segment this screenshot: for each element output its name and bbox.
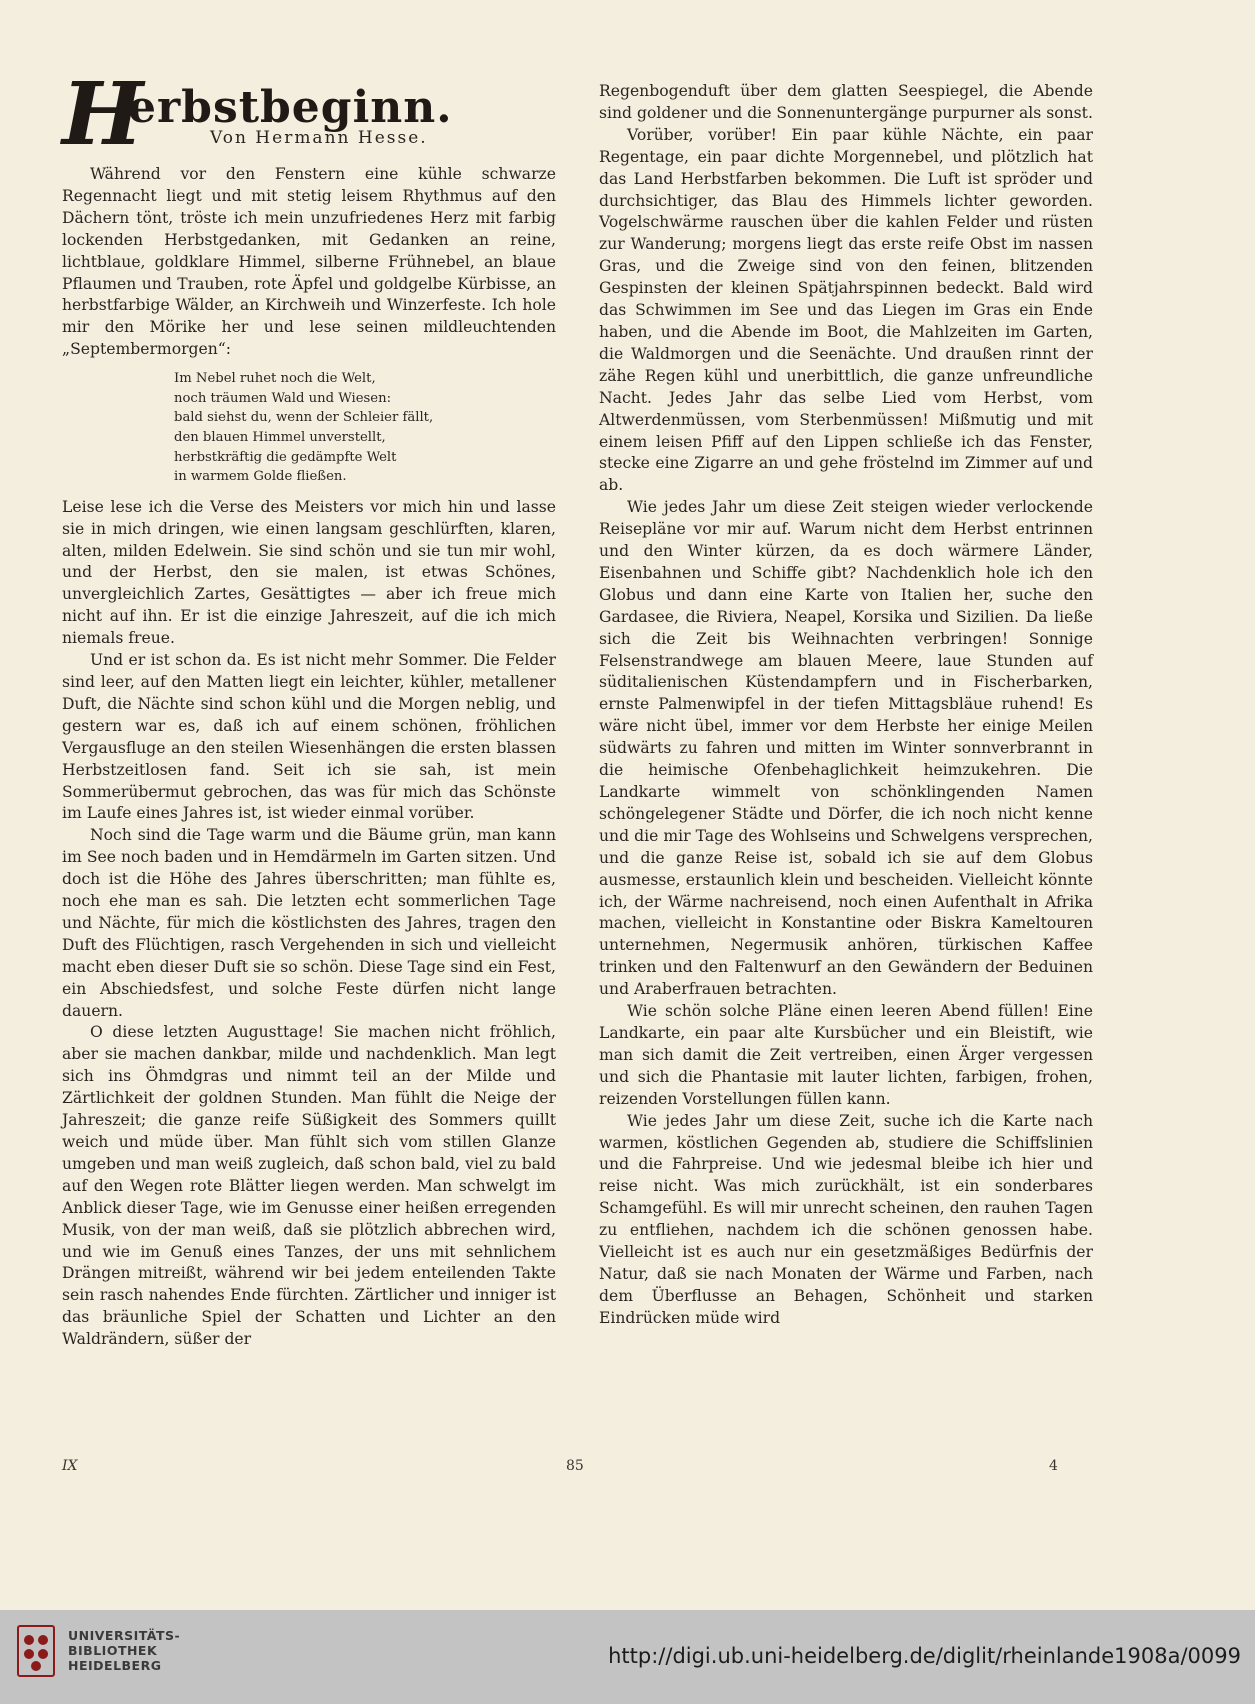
paragraph: O diese letzten Augusttage! Sie machen nicht fröhlich, aber sie machen dankbar, milde und nachdenklich. Man legt sich ins Öhmdgras und nimmt teil an der Milde und Zärtlichkeit der goldnen Stunden. Man fühlt die Neige der Jahreszeit; die ganze reife Süßigkeit des Sommers quillt weich und müde über. Man fühlt sich vom stillen Glanze umgeben und man weiß zugleich, daß schon bald, viel zu bald auf den Wegen rote Blätter liegen werden. Man schwelgt im Anblick dieser Tage, wie im Genusse einer heißen erregenden Musik, von der man weiß, daß sie plötzlich abbrechen wird, und wie im Genuß eines Tanzes, der uns mit sehnlichem Drängen mitreißt, während wir bei jedem enteilenden Takte sein rasch nahendes Ende fürchten. Zärtlicher und inniger ist das bräunliche Spiel der Schatten und Lichter an den Waldrändern, süßer der bbox=[62, 1023, 556, 1349]
paragraph: Wie jedes Jahr um diese Zeit steigen wieder verlockende Reisepläne vor mir auf. Warum nicht dem Herbst entrinnen und den Winter kürzen, da es doch wärmere Länder, Eisenbahnen und Schiffe gibt? Nachdenklich hole ich den Globus und dann eine Karte von Italien her, suche den Gardasee, die Riviera, Neapel, Korsika und Sizilien. Da ließe sich die Zeit bis Weihnachten verbringen! Sonnige Felsenstrandwege am blauen Meere, laue Stunden auf süditalienischen Küstendampfern und in Fischerbarken, ernste Palmenwipfel in der tiefen Mittagsbläue ruhend! Es wäre nicht übel, immer vor dem Herbste her einige Meilen südwärts zu fahren und mitten im Winter sonnverbrannt in die heimische Ofenbehaglichkeit heimzukehren. Die Landkarte wimmelt von schönklingenden Namen schöngelegener Städte und Dörfer, die ich noch nicht kenne und die mir Tage des Wohlseins und Schwelgens versprechen, und die ganze Reise ist, sobald ich sie auf dem Globus ausmesse, erstaunlich klein und bescheiden. Vielleicht könnte ich, der Wärme nachreisend, noch einen Aufenthalt in Afrika machen, vielleicht in Konstantine oder Biskra Kameltouren unternehmen, Negermusik anhören, türkischen Kaffee trinken und den Faltenwurf an den Gewändern der Beduinen und Araberfrauen betrachten. bbox=[599, 498, 1093, 999]
source-url-link[interactable]: http://digi.ub.uni-heidelberg.de/diglit/rheinlande1908a/0099 bbox=[608, 1644, 1241, 1668]
library-name-line: BIBLIOTHEK bbox=[68, 1643, 158, 1658]
poem-line: herbstkräftig die gedämpfte Welt bbox=[174, 449, 397, 465]
paragraph: Und er ist schon da. Es ist nicht mehr Sommer. Die Felder sind leer, auf den Matten liegt ein leichter, kühler, metallener Duft, die Nächte sind schon kühl und die Morgen neblig, und gestern war es, daß ich auf einem schönen, fröhlichen Vergausfluge an den steilen Wiesenhängen die ersten blassen Herbstzeitlosen fand. Seit ich sie sah, ist mein Sommerübermut gebrochen, das was für mich das Schönste im Laufe eines Jahres ist, ist wieder einmal vorüber. bbox=[62, 651, 556, 823]
paragraph: Noch sind die Tage warm und die Bäume grün, man kann im See noch baden und in Hemdärmeln im Garten sitzen. Und doch ist die Höhe des Jahres überschritten; man fühlte es, noch ehe man es sah. Die letzten echt sommerlichen Tage und Nächte, für mich die köstlichsten des Jahres, tragen den Duft des Flüchtigen, rasch Vergehenden in sich und vielleicht macht eben dieser Duft sie so schön. Diese Tage sind ein Fest, ein Abschiedsfest, und solche Feste dürfen nicht lange dauern. bbox=[62, 826, 556, 1020]
right-column bbox=[599, 81, 1093, 1330]
digitization-banner bbox=[0, 1610, 1255, 1704]
poem-line: den blauen Himmel unverstellt, bbox=[174, 429, 386, 445]
poem-line: Im Nebel ruhet noch die Welt, bbox=[174, 371, 376, 387]
poem-quote bbox=[174, 369, 556, 487]
paragraph: Während vor den Fenstern eine kühle schwarze Regennacht liegt und mit stetig leisem Rhythmus auf den Dächern tönt, tröste ich mein unzufriedenes Herz mit farbig lockenden Herbstgedanken, mit Gedanken an reine, lichtblaue, goldklare Himmel, silberne Frühnebel, an blaue Pflaumen und Trauben, rote Äpfel und goldgelbe Kürbisse, an herbstfarbige Wälder, an Kirchweih und Winzerfeste. Ich hole mir den Mörike her und lese seinen mildleuchtenden „Septembermorgen“: bbox=[62, 165, 556, 359]
paragraph: Wie schön solche Pläne einen leeren Abend füllen! Eine Landkarte, ein paar alte Kursbücher und ein Bleistift, wie man sich damit die Zeit vertreiben, einen Ärger vergessen und sich die Phantasie mit lauter lichten, farbigen, frohen, reizenden Vorstellungen füllen kann. bbox=[599, 1002, 1093, 1108]
paragraph: Regenbogenduft über dem glatten Seespiegel, die Abende sind goldener und die Sonnenuntergänge purpurner als sonst. bbox=[599, 82, 1093, 122]
poem-line: in warmem Golde fließen. bbox=[174, 469, 347, 485]
poem-line: bald siehst du, wenn der Schleier fällt, bbox=[174, 410, 434, 426]
paragraph: Wie jedes Jahr um diese Zeit, suche ich die Karte nach warmen, köstlichen Gegenden ab, studiere die Schiffslinien und die Fahrpreise. Und wie jedesmal bleibe ich hier und reise nicht. Was mich zurückhält, ist ein sonderbares Schamgefühl. Es will mir unrecht scheinen, den rauhen Tagen zu entfliehen, nachdem ich die schönen genossen habe. Vielleicht ist es auch nur ein gesetzmäßiges Bedürfnis der Natur, daß sie nach Monaten der Wärme und Farben, nach dem Überflusse an Behagen, Schönheit und starken Eindrücken müde wird bbox=[599, 1111, 1093, 1327]
paragraph: Leise lese ich die Verse des Meisters vor mich hin und lasse sie in mich dringen, wie einen langsam geschlürften, klaren, alten, milden Edelwein. Sie sind schön und sie tun mir wohl, und der Herbst, den sie malen, ist etwas Schönes, unvergleichlich Zartes, Gesättigtes — aber ich freue mich nicht auf ihn. Er ist die einzige Jahreszeit, auf die ich mich niemals freue. bbox=[62, 497, 556, 648]
university-library-logo-icon bbox=[14, 1624, 58, 1678]
sheet-number: 4 bbox=[1049, 1458, 1058, 1474]
page-number: 85 bbox=[566, 1458, 584, 1474]
signature-mark: IX bbox=[62, 1458, 78, 1474]
library-name-line: UNIVERSITÄTS- bbox=[68, 1628, 181, 1643]
article-title: erbstbeginn. bbox=[128, 82, 453, 133]
library-name-line: HEIDELBERG bbox=[68, 1658, 162, 1673]
poem-line: noch träumen Wald und Wiesen: bbox=[174, 390, 392, 406]
title-dropcap: H bbox=[62, 64, 144, 165]
article-byline: Von Hermann Hesse. bbox=[210, 128, 428, 148]
paragraph: Vorüber, vorüber! Ein paar kühle Nächte, ein paar Regentage, ein paar dichte Morgennebel, und plötzlich hat das Land Herbstfarben bekommen. Die Luft ist spröder und durchsichtiger, das Blau des Himmels lichter geworden. Vogelschwärme rauschen über die kahlen Felder und rüsten zur Wanderung; morgens liegt das erste reife Obst im nassen Gras, und die Zweige sind von den feinen, blitzenden Gespinsten der kleinen Spätjahrspinnen bedeckt. Bald wird das Schwimmen im See und das Liegen im Gras ein Ende haben, und die Abende im Boot, die Mahlzeiten im Garten, die Waldmorgen und die Seenächte. Und draußen rinnt der zähe Regen kühl und unerbittlich, die ganze unfreundliche Nacht. Jedes Jahr das selbe Lied vom Herbst, vom Altwerdenmüssen, vom Sterbenmüssen! Mißmutig und mit einem leisen Pfiff auf den Lippen schließe ich das Fenster, stecke eine Zigarre an und gehe fröstelnd im Zimmer auf und ab. bbox=[599, 125, 1093, 495]
left-column bbox=[62, 164, 556, 1351]
library-name bbox=[68, 1628, 180, 1673]
